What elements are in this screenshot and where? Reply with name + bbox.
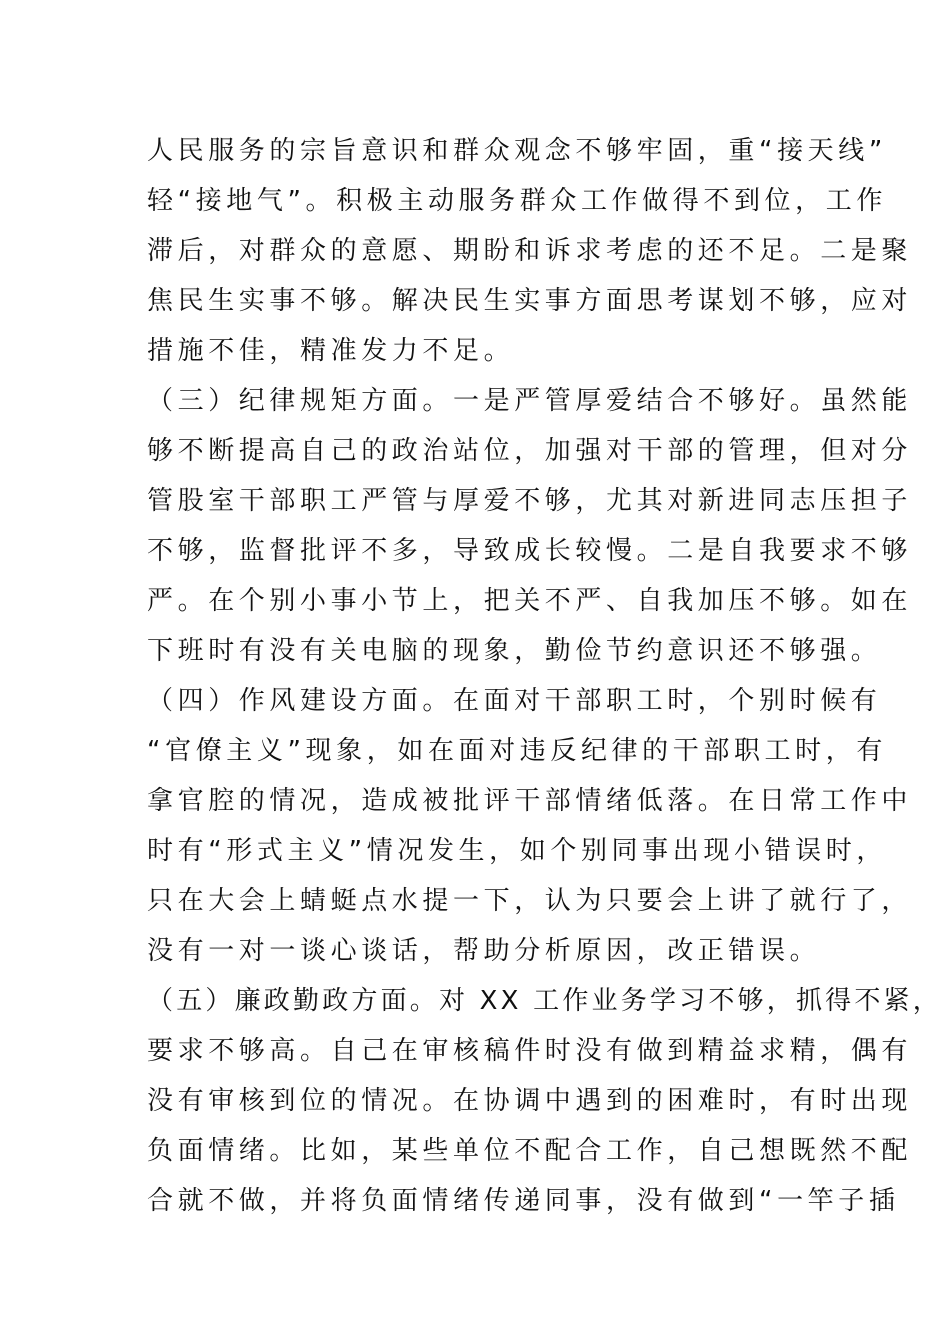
text-line-13: “官僚主义”现象，如在面对违反纪律的干部职工时，有	[147, 736, 887, 766]
text-line-14: 拿官腔的情况，造成被批评干部情绪低落。在日常工作中	[147, 786, 913, 816]
text-line-5: 措施不佳，精准发力不足。	[147, 336, 515, 366]
section-heading-discipline: （三）纪律规矩方面。一是严管厚爱结合不够好。虽然能	[147, 386, 913, 416]
text-line-21: 负面情绪。比如，某些单位不配合工作，自己想既然不配	[147, 1136, 913, 1166]
text-line-1: 人民服务的宗旨意识和群众观念不够牢固，重“接天线”	[147, 136, 887, 166]
text-line-10: 严。在个别小事小节上，把关不严、自我加压不够。如在	[147, 586, 913, 616]
text-line-2: 轻“接地气”。积极主动服务群众工作做得不到位，工作	[147, 186, 887, 216]
text-line-8: 管股室干部职工严管与厚爱不够，尤其对新进同志压担子	[147, 486, 913, 516]
text-line-20: 没有审核到位的情况。在协调中遇到的困难时，有时出现	[147, 1086, 913, 1116]
text-line-4: 焦民生实事不够。解决民生实事方面思考谋划不够，应对	[147, 286, 913, 316]
text-line-15: 时有“形式主义”情况发生，如个别同事出现小错误时，	[147, 836, 887, 866]
section-heading-work-style: （四）作风建设方面。在面对干部职工时，个别时候有	[147, 686, 882, 716]
text-line-7: 够不断提高自己的政治站位，加强对干部的管理，但对分	[147, 436, 913, 466]
text-line-3: 滞后，对群众的意愿、期盼和诉求考虑的还不足。二是聚	[147, 236, 913, 266]
text-line-11: 下班时有没有关电脑的现象，勤俭节约意识还不够强。	[147, 636, 882, 666]
text-line-22: 合就不做，并将负面情绪传递同事，没有做到“一竿子插	[147, 1186, 900, 1216]
text-line-9: 不够，监督批评不多，导致成长较慢。二是自我要求不够	[147, 536, 913, 566]
text-line-17: 没有一对一谈心谈话，帮助分析原因，改正错误。	[147, 936, 821, 966]
text-line-19: 要求不够高。自己在审核稿件时没有做到精益求精，偶有	[147, 1036, 913, 1066]
text-line-16: 只在大会上蜻蜓点水提一下，认为只要会上讲了就行了，	[147, 886, 913, 916]
section-heading-integrity: （五）廉政勤政方面。对 XX 工作业务学习不够，抓得不紧，	[147, 986, 942, 1016]
